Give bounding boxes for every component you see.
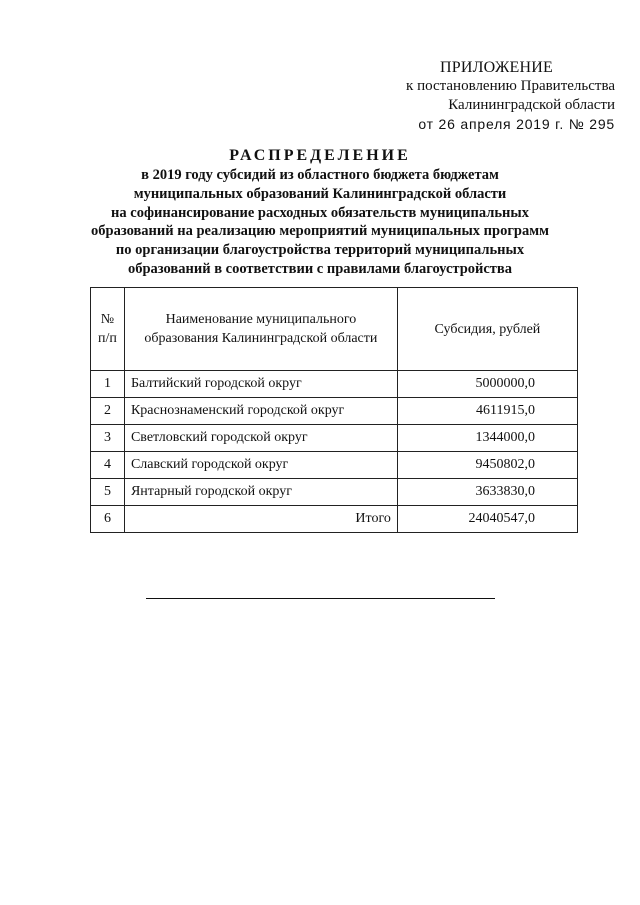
appendix-date: от 26 апреля 2019 г. № 295 xyxy=(418,116,615,132)
appendix-line-1: к постановлению Правительства xyxy=(406,78,615,94)
row-name: Краснознаменский городской округ xyxy=(124,398,397,425)
heading-line: по организации благоустройства территорий муниципальных xyxy=(115,242,525,259)
header-name: Наименование муниципального образования Калининградской области xyxy=(124,288,397,371)
row-sum: 9450802,0 xyxy=(397,452,577,479)
appendix-block xyxy=(380,58,615,134)
table-total-row xyxy=(91,506,578,533)
total-num: 6 xyxy=(91,506,125,533)
appendix-title: ПРИЛОЖЕНИЕ xyxy=(439,59,553,76)
header-num: № п/п xyxy=(91,288,125,371)
row-name: Янтарный городской округ xyxy=(124,479,397,506)
row-name: Славский городской округ xyxy=(124,452,397,479)
heading-line: муниципальных образований Калининградской области xyxy=(133,185,507,202)
header-sum: Субсидия, рублей xyxy=(397,288,577,371)
total-label: Итого xyxy=(124,506,397,533)
row-sum: 4611915,0 xyxy=(397,398,577,425)
row-name: Светловский городской округ xyxy=(124,425,397,452)
heading-line: на софинансирование расходных обязательств муниципальных xyxy=(111,204,529,221)
row-name: Балтийский городской округ xyxy=(124,371,397,398)
document-title: РАСПРЕДЕЛЕНИЕ xyxy=(229,147,411,164)
table-row xyxy=(91,452,578,479)
row-sum: 1344000,0 xyxy=(397,425,577,452)
row-num: 2 xyxy=(91,398,125,425)
row-sum: 5000000,0 xyxy=(397,371,577,398)
heading-line: образований в соответствии с правилами благоустройства xyxy=(127,260,513,277)
row-num: 5 xyxy=(91,479,125,506)
table-row xyxy=(91,398,578,425)
closing-rule xyxy=(146,598,495,599)
subsidies-table xyxy=(90,287,578,533)
table-row xyxy=(91,479,578,506)
heading-line: образований на реализацию мероприятий муниципальных программ xyxy=(91,223,549,240)
row-sum: 3633830,0 xyxy=(397,479,577,506)
row-num: 4 xyxy=(91,452,125,479)
table-header-row xyxy=(91,288,578,371)
document-heading xyxy=(60,146,580,279)
row-num: 3 xyxy=(91,425,125,452)
heading-line: в 2019 году субсидий из областного бюджета бюджетам xyxy=(141,167,499,183)
total-sum: 24040547,0 xyxy=(397,506,577,533)
table-row xyxy=(91,425,578,452)
appendix-line-2: Калининградской области xyxy=(448,97,615,113)
row-num: 1 xyxy=(91,371,125,398)
table-row xyxy=(91,371,578,398)
